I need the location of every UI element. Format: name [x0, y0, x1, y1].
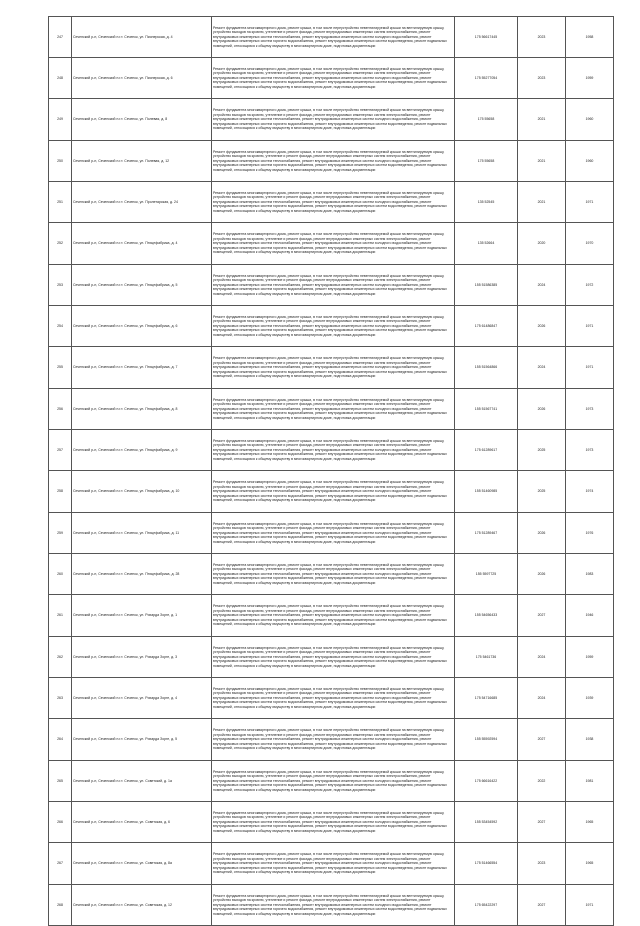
- work-description-cell: Ремонт фундамента многоквартирного дома, ремонт крыши, в том числе переустройство невентилируемой крыши на вентилируемую крышу, устройство выходов на кровлю, утепление и ремонт фасада, ремонт внутридомовых инженерных систем электроснабжения, ремонт внутридомовых инженерных систем теплоснабжения, ремонт внутридомовых инженерных систем холодного водоснабжения, ремонт внутридомовых инженерных систем горячего водоснабжения, ремонт внутридомовых инженерных систем водоотведения, ремонт подвальных помещений, относящихся к общему имуществу в многоквартирном доме, подготовка документации: [212, 389, 455, 430]
- address-cell: Сеченский р-н, Сеченский п.г.т. Сеченск, ул. Советская, д. 8а: [72, 843, 212, 885]
- repair-year-cell: 2027: [518, 885, 566, 926]
- table-row: [49, 306, 614, 347]
- cadastral-number-cell: 175 51466554: [455, 843, 518, 885]
- repair-year-cell: 2026: [518, 306, 566, 347]
- work-description-cell: Ремонт фундамента многоквартирного дома, ремонт крыши, в том числе переустройство невентилируемой крыши на вентилируемую крышу, устройство выходов на кровлю, утепление и ремонт фасада, ремонт внутридомовых инженерных систем электроснабжения, ремонт внутридомовых инженерных систем теплоснабжения, ремонт внутридомовых инженерных систем холодного водоснабжения, ремонт внутридомовых инженерных систем горячего водоснабжения, ремонт внутридомовых инженерных систем водоотведения, ремонт подвальных помещений, относящихся к общему имуществу в многоквартирном доме, подготовка документации: [212, 182, 455, 223]
- table-body: [49, 17, 614, 926]
- repair-year-cell: 2024: [518, 637, 566, 678]
- build-year-cell: 1965: [566, 802, 614, 843]
- work-description-cell: Ремонт фундамента многоквартирного дома, ремонт крыши, в том числе переустройство невентилируемой крыши на вентилируемую крышу, устройство выходов на кровлю, утепление и ремонт фасада, ремонт внутридомовых инженерных систем электроснабжения, ремонт внутридомовых инженерных систем теплоснабжения, ремонт внутридомовых инженерных систем холодного водоснабжения, ремонт внутридомовых инженерных систем горячего водоснабжения, ремонт внутридомовых инженерных систем водоотведения, ремонт подвальных помещений, относящихся к общему имуществу в многоквартирном доме, подготовка документации: [212, 265, 455, 306]
- build-year-cell: 1973: [566, 430, 614, 471]
- work-description-cell: Ремонт фундамента многоквартирного дома, ремонт крыши, в том числе переустройство невентилируемой крыши на вентилируемую крышу, устройство выходов на кровлю, утепление и ремонт фасада, ремонт внутридомовых инженерных систем электроснабжения, ремонт внутридомовых инженерных систем теплоснабжения, ремонт внутридомовых инженерных систем холодного водоснабжения, ремонт внутридомовых инженерных систем горячего водоснабжения, ремонт внутридомовых инженерных систем водоотведения, ремонт подвальных помещений, относящихся к общему имуществу в многоквартирном доме, подготовка документации: [212, 885, 455, 926]
- build-year-cell: 1981: [566, 761, 614, 802]
- build-year-cell: 1960: [566, 99, 614, 141]
- repair-year-cell: 2021: [518, 99, 566, 141]
- cadastral-number-cell: 175 55658: [455, 99, 518, 141]
- build-year-cell: 1959: [566, 637, 614, 678]
- build-year-cell: 1971: [566, 182, 614, 223]
- address-cell: Сеченский р-н, Сеченский п.г.т. Сеченск, ул. Птицефабрика, д. 9: [72, 430, 212, 471]
- repair-year-cell: 2020: [518, 223, 566, 265]
- row-number-cell: 253: [49, 265, 72, 306]
- build-year-cell: 1983: [566, 554, 614, 595]
- build-year-cell: 1958: [566, 17, 614, 58]
- row-number-cell: 265: [49, 761, 72, 802]
- build-year-cell: 1939: [566, 678, 614, 719]
- address-cell: Сеченский р-н, Сеченский п.г.т. Сеченск, ул. Рихарда Зорге, д. 5: [72, 719, 212, 761]
- row-number-cell: 249: [49, 99, 72, 141]
- repair-year-cell: 2026: [518, 554, 566, 595]
- cadastral-number-cell: 155 51564866: [455, 347, 518, 389]
- table-row: [49, 430, 614, 471]
- work-description-cell: Ремонт фундамента многоквартирного дома, ремонт крыши, в том числе переустройство невентилируемой крыши на вентилируемую крышу, устройство выходов на кровлю, утепление и ремонт фасада, ремонт внутридомовых инженерных систем электроснабжения, ремонт внутридомовых инженерных систем теплоснабжения, ремонт внутридомовых инженерных систем холодного водоснабжения, ремонт внутридомовых инженерных систем горячего водоснабжения, ремонт внутридомовых инженерных систем водоотведения, ремонт подвальных помещений, относящихся к общему имуществу в многоквартирном доме, подготовка документации: [212, 595, 455, 637]
- table-row: [49, 719, 614, 761]
- work-description-cell: Ремонт фундамента многоквартирного дома, ремонт крыши, в том числе переустройство невентилируемой крыши на вентилируемую крышу, устройство выходов на кровлю, утепление и ремонт фасада, ремонт внутридомовых инженерных систем электроснабжения, ремонт внутридомовых инженерных систем теплоснабжения, ремонт внутридомовых инженерных систем холодного водоснабжения, ремонт внутридомовых инженерных систем горячего водоснабжения, ремонт внутридомовых инженерных систем водоотведения, ремонт подвальных помещений, относящихся к общему имуществу в многоквартирном доме, подготовка документации: [212, 719, 455, 761]
- table-row: [49, 678, 614, 719]
- address-cell: Сеченский р-н, Сеченский п.г.т. Сеченск, ул. Рихарда Зорге, д. 4: [72, 678, 212, 719]
- cadastral-number-cell: 175 65422297: [455, 885, 518, 926]
- table-row: [49, 182, 614, 223]
- row-number-cell: 264: [49, 719, 72, 761]
- build-year-cell: 1965: [566, 843, 614, 885]
- build-year-cell: 1938: [566, 719, 614, 761]
- address-cell: Сеченский р-н, Сеченский п.г.т. Сеченск, ул. Птицефабрика, д. 6: [72, 306, 212, 347]
- build-year-cell: 1976: [566, 513, 614, 554]
- table-row: [49, 885, 614, 926]
- table-row: [49, 843, 614, 885]
- row-number-cell: 256: [49, 389, 72, 430]
- cadastral-number-cell: 155 51567741: [455, 389, 518, 430]
- repair-year-cell: 2021: [518, 182, 566, 223]
- address-cell: Сеченский р-н, Сеченский п.г.т. Сеченск, ул. Птицефабрика, д. 5: [72, 265, 212, 306]
- register-table: [48, 16, 614, 926]
- repair-year-cell: 2027: [518, 595, 566, 637]
- cadastral-number-cell: 175 5461736: [455, 637, 518, 678]
- row-number-cell: 263: [49, 678, 72, 719]
- build-year-cell: 1971: [566, 347, 614, 389]
- repair-year-cell: 2023: [518, 843, 566, 885]
- work-description-cell: Ремонт фундамента многоквартирного дома, ремонт крыши, в том числе переустройство невентилируемой крыши на вентилируемую крышу, устройство выходов на кровлю, утепление и ремонт фасада, ремонт внутридомовых инженерных систем электроснабжения, ремонт внутридомовых инженерных систем теплоснабжения, ремонт внутридомовых инженерных систем холодного водоснабжения, ремонт внутридомовых инженерных систем горячего водоснабжения, ремонт внутридомовых инженерных систем водоотведения, ремонт подвальных помещений, относящихся к общему имуществу в многоквартирном доме, подготовка документации: [212, 347, 455, 389]
- work-description-cell: Ремонт фундамента многоквартирного дома, ремонт крыши, в том числе переустройство невентилируемой крыши на вентилируемую крышу, устройство выходов на кровлю, утепление и ремонт фасада, ремонт внутридомовых инженерных систем электроснабжения, ремонт внутридомовых инженерных систем теплоснабжения, ремонт внутридомовых инженерных систем холодного водоснабжения, ремонт внутридомовых инженерных систем горячего водоснабжения, ремонт внутридомовых инженерных систем водоотведения, ремонт подвальных помещений, относящихся к общему имуществу в многоквартирном доме, подготовка документации: [212, 471, 455, 513]
- address-cell: Сеченский р-н, Сеченский п.г.т. Сеченск, ул. Пионерская, д. 6: [72, 58, 212, 99]
- cadastral-number-cell: 175 61486847: [455, 306, 518, 347]
- row-number-cell: 254: [49, 306, 72, 347]
- address-cell: Сеченский р-н, Сеченский п.г.т. Сеченск, ул. Птицефабрика, д. 8: [72, 389, 212, 430]
- table-row: [49, 471, 614, 513]
- build-year-cell: 1973: [566, 389, 614, 430]
- cadastral-number-cell: 175 51289467: [455, 513, 518, 554]
- work-description-cell: Ремонт фундамента многоквартирного дома, ремонт крыши, в том числе переустройство невентилируемой крыши на вентилируемую крышу, устройство выходов на кровлю, утепление и ремонт фасада, ремонт внутридомовых инженерных систем электроснабжения, ремонт внутридомовых инженерных систем теплоснабжения, ремонт внутридомовых инженерных систем холодного водоснабжения, ремонт внутридомовых инженерных систем горячего водоснабжения, ремонт внутридомовых инженерных систем водоотведения, ремонт подвальных помещений, относящихся к общему имуществу в многоквартирном доме, подготовка документации: [212, 58, 455, 99]
- work-description-cell: Ремонт фундамента многоквартирного дома, ремонт крыши, в том числе переустройство невентилируемой крыши на вентилируемую крышу, устройство выходов на кровлю, утепление и ремонт фасада, ремонт внутридомовых инженерных систем электроснабжения, ремонт внутридомовых инженерных систем теплоснабжения, ремонт внутридомовых инженерных систем холодного водоснабжения, ремонт внутридомовых инженерных систем горячего водоснабжения, ремонт внутридомовых инженерных систем водоотведения, ремонт подвальных помещений, относящихся к общему имуществу в многоквартирном доме, подготовка документации: [212, 99, 455, 141]
- address-cell: Сеченский р-н, Сеченский п.г.т. Сеченск, ул. Пролетарская, д. 24: [72, 182, 212, 223]
- table-row: [49, 58, 614, 99]
- build-year-cell: 1970: [566, 223, 614, 265]
- repair-year-cell: 2026: [518, 389, 566, 430]
- table-row: [49, 17, 614, 58]
- row-number-cell: 250: [49, 141, 72, 182]
- address-cell: Сеченский р-н, Сеченский п.г.т. Сеченск, ул. Рихарда Зорге, д. 1: [72, 595, 212, 637]
- address-cell: Сеченский р-н, Сеченский п.г.т. Сеченск, ул. Полевая, д. 12: [72, 141, 212, 182]
- repair-year-cell: 2023: [518, 17, 566, 58]
- row-number-cell: 268: [49, 885, 72, 926]
- work-description-cell: Ремонт фундамента многоквартирного дома, ремонт крыши, в том числе переустройство невентилируемой крыши на вентилируемую крышу, устройство выходов на кровлю, утепление и ремонт фасада, ремонт внутридомовых инженерных систем электроснабжения, ремонт внутридомовых инженерных систем теплоснабжения, ремонт внутридомовых инженерных систем холодного водоснабжения, ремонт внутридомовых инженерных систем горячего водоснабжения, ремонт внутридомовых инженерных систем водоотведения, ремонт подвальных помещений, относящихся к общему имуществу в многоквартирном доме, подготовка документации: [212, 513, 455, 554]
- cadastral-number-cell: 155 51586385: [455, 265, 518, 306]
- build-year-cell: 1960: [566, 141, 614, 182]
- table-row: [49, 99, 614, 141]
- table-row: [49, 595, 614, 637]
- build-year-cell: 1946: [566, 595, 614, 637]
- cadastral-number-cell: 175 66616422: [455, 761, 518, 802]
- repair-year-cell: 2024: [518, 347, 566, 389]
- address-cell: Сеченский р-н, Сеченский п.г.т. Сеченск, ул. Птицефабрика, д. 28: [72, 554, 212, 595]
- cadastral-number-cell: 135 52664: [455, 223, 518, 265]
- table-row: [49, 265, 614, 306]
- build-year-cell: 1959: [566, 58, 614, 99]
- repair-year-cell: 2027: [518, 719, 566, 761]
- row-number-cell: 259: [49, 513, 72, 554]
- table-row: [49, 761, 614, 802]
- row-number-cell: 262: [49, 637, 72, 678]
- work-description-cell: Ремонт фундамента многоквартирного дома, ремонт крыши, в том числе переустройство невентилируемой крыши на вентилируемую крышу, устройство выходов на кровлю, утепление и ремонт фасада, ремонт внутридомовых инженерных систем электроснабжения, ремонт внутридомовых инженерных систем теплоснабжения, ремонт внутридомовых инженерных систем холодного водоснабжения, ремонт внутридомовых инженерных систем горячего водоснабжения, ремонт внутридомовых инженерных систем водоотведения, ремонт подвальных помещений, относящихся к общему имуществу в многоквартирном доме, подготовка документации: [212, 554, 455, 595]
- row-number-cell: 266: [49, 802, 72, 843]
- address-cell: Сеченский р-н, Сеченский п.г.т. Сеченск, ул. Полевая, д. 8: [72, 99, 212, 141]
- repair-year-cell: 2024: [518, 678, 566, 719]
- table-row: [49, 802, 614, 843]
- cadastral-number-cell: 175 54716685: [455, 678, 518, 719]
- build-year-cell: 1971: [566, 306, 614, 347]
- row-number-cell: 251: [49, 182, 72, 223]
- repair-year-cell: 2025: [518, 430, 566, 471]
- cadastral-number-cell: 135 52545: [455, 182, 518, 223]
- work-description-cell: Ремонт фундамента многоквартирного дома, ремонт крыши, в том числе переустройство невентилируемой крыши на вентилируемую крышу, устройство выходов на кровлю, утепление и ремонт фасада, ремонт внутридомовых инженерных систем электроснабжения, ремонт внутридомовых инженерных систем теплоснабжения, ремонт внутридомовых инженерных систем холодного водоснабжения, ремонт внутридомовых инженерных систем горячего водоснабжения, ремонт внутридомовых инженерных систем водоотведения, ремонт подвальных помещений, относящихся к общему имуществу в многоквартирном доме, подготовка документации: [212, 223, 455, 265]
- repair-year-cell: 2022: [518, 761, 566, 802]
- row-number-cell: 261: [49, 595, 72, 637]
- repair-year-cell: 2026: [518, 513, 566, 554]
- cadastral-number-cell: 155 5597725: [455, 554, 518, 595]
- table-row: [49, 223, 614, 265]
- table-row: [49, 513, 614, 554]
- work-description-cell: Ремонт фундамента многоквартирного дома, ремонт крыши, в том числе переустройство невентилируемой крыши на вентилируемую крышу, устройство выходов на кровлю, утепление и ремонт фасада, ремонт внутридомовых инженерных систем электроснабжения, ремонт внутридомовых инженерных систем теплоснабжения, ремонт внутридомовых инженерных систем холодного водоснабжения, ремонт внутридомовых инженерных систем горячего водоснабжения, ремонт внутридомовых инженерных систем водоотведения, ремонт подвальных помещений, относящихся к общему имуществу в многоквартирном доме, подготовка документации: [212, 637, 455, 678]
- cadastral-number-cell: 175 61289617: [455, 430, 518, 471]
- table-row: [49, 637, 614, 678]
- cadastral-number-cell: 155 54656433: [455, 595, 518, 637]
- table-row: [49, 347, 614, 389]
- address-cell: Сеченский р-н, Сеченский п.г.т. Сеченск, ул. Рихарда Зорге, д. 3: [72, 637, 212, 678]
- work-description-cell: Ремонт фундамента многоквартирного дома, ремонт крыши, в том числе переустройство невентилируемой крыши на вентилируемую крышу, устройство выходов на кровлю, утепление и ремонт фасада, ремонт внутридомовых инженерных систем электроснабжения, ремонт внутридомовых инженерных систем теплоснабжения, ремонт внутридомовых инженерных систем холодного водоснабжения, ремонт внутридомовых инженерных систем горячего водоснабжения, ремонт внутридомовых инженерных систем водоотведения, ремонт подвальных помещений, относящихся к общему имуществу в многоквартирном доме, подготовка документации: [212, 678, 455, 719]
- repair-year-cell: 2021: [518, 141, 566, 182]
- row-number-cell: 267: [49, 843, 72, 885]
- table-row: [49, 554, 614, 595]
- work-description-cell: Ремонт фундамента многоквартирного дома, ремонт крыши, в том числе переустройство невентилируемой крыши на вентилируемую крышу, устройство выходов на кровлю, утепление и ремонт фасада, ремонт внутридомовых инженерных систем электроснабжения, ремонт внутридомовых инженерных систем теплоснабжения, ремонт внутридомовых инженерных систем холодного водоснабжения, ремонт внутридомовых инженерных систем горячего водоснабжения, ремонт внутридомовых инженерных систем водоотведения, ремонт подвальных помещений, относящихся к общему имуществу в многоквартирном доме, подготовка документации: [212, 306, 455, 347]
- repair-year-cell: 2027: [518, 802, 566, 843]
- address-cell: Сеченский р-н, Сеченский п.г.т. Сеченск, ул. Советский, д. 1а: [72, 761, 212, 802]
- address-cell: Сеченский р-н, Сеченский п.г.т. Сеченск, ул. Советская, д. 6: [72, 802, 212, 843]
- cadastral-number-cell: 155 53454592: [455, 802, 518, 843]
- address-cell: Сеченский р-н, Сеченский п.г.т. Сеченск, ул. Птицефабрика, д. 4: [72, 223, 212, 265]
- work-description-cell: Ремонт фундамента многоквартирного дома, ремонт крыши, в том числе переустройство невентилируемой крыши на вентилируемую крышу, устройство выходов на кровлю, утепление и ремонт фасада, ремонт внутридомовых инженерных систем электроснабжения, ремонт внутридомовых инженерных систем теплоснабжения, ремонт внутридомовых инженерных систем холодного водоснабжения, ремонт внутридомовых инженерных систем горячего водоснабжения, ремонт внутридомовых инженерных систем водоотведения, ремонт подвальных помещений, относящихся к общему имуществу в многоквартирном доме, подготовка документации: [212, 141, 455, 182]
- build-year-cell: 1972: [566, 265, 614, 306]
- build-year-cell: 1974: [566, 471, 614, 513]
- address-cell: Сеченский р-н, Сеченский п.г.т. Сеченск, ул. Птицефабрика, д. 10: [72, 471, 212, 513]
- row-number-cell: 260: [49, 554, 72, 595]
- cadastral-number-cell: 155 55592594: [455, 719, 518, 761]
- row-number-cell: 252: [49, 223, 72, 265]
- table-row: [49, 141, 614, 182]
- work-description-cell: Ремонт фундамента многоквартирного дома, ремонт крыши, в том числе переустройство невентилируемой крыши на вентилируемую крышу, устройство выходов на кровлю, утепление и ремонт фасада, ремонт внутридомовых инженерных систем электроснабжения, ремонт внутридомовых инженерных систем теплоснабжения, ремонт внутридомовых инженерных систем холодного водоснабжения, ремонт внутридомовых инженерных систем горячего водоснабжения, ремонт внутридомовых инженерных систем водоотведения, ремонт подвальных помещений, относящихся к общему имуществу в многоквартирном доме, подготовка документации: [212, 430, 455, 471]
- cadastral-number-cell: 175 56617445: [455, 17, 518, 58]
- work-description-cell: Ремонт фундамента многоквартирного дома, ремонт крыши, в том числе переустройство невентилируемой крыши на вентилируемую крышу, устройство выходов на кровлю, утепление и ремонт фасада, ремонт внутридомовых инженерных систем электроснабжения, ремонт внутридомовых инженерных систем теплоснабжения, ремонт внутридомовых инженерных систем холодного водоснабжения, ремонт внутридомовых инженерных систем горячего водоснабжения, ремонт внутридомовых инженерных систем водоотведения, ремонт подвальных помещений, относящихся к общему имуществу в многоквартирном доме, подготовка документации: [212, 802, 455, 843]
- row-number-cell: 255: [49, 347, 72, 389]
- work-description-cell: Ремонт фундамента многоквартирного дома, ремонт крыши, в том числе переустройство невентилируемой крыши на вентилируемую крышу, устройство выходов на кровлю, утепление и ремонт фасада, ремонт внутридомовых инженерных систем электроснабжения, ремонт внутридомовых инженерных систем теплоснабжения, ремонт внутридомовых инженерных систем холодного водоснабжения, ремонт внутридомовых инженерных систем горячего водоснабжения, ремонт внутридомовых инженерных систем водоотведения, ремонт подвальных помещений, относящихся к общему имуществу в многоквартирном доме, подготовка документации: [212, 17, 455, 58]
- row-number-cell: 248: [49, 58, 72, 99]
- repair-year-cell: 2024: [518, 265, 566, 306]
- row-number-cell: 258: [49, 471, 72, 513]
- repair-year-cell: 2023: [518, 58, 566, 99]
- cadastral-number-cell: 155 51460985: [455, 471, 518, 513]
- address-cell: Сеченский р-н, Сеченский п.г.т. Сеченск, ул. Советская, д. 12: [72, 885, 212, 926]
- cadastral-number-cell: 175 55658: [455, 141, 518, 182]
- repair-year-cell: 2025: [518, 471, 566, 513]
- row-number-cell: 247: [49, 17, 72, 58]
- cadastral-number-cell: 175 55277054: [455, 58, 518, 99]
- address-cell: Сеченский р-н, Сеченский п.г.т. Сеченск, ул. Пионерская, д. 4: [72, 17, 212, 58]
- work-description-cell: Ремонт фундамента многоквартирного дома, ремонт крыши, в том числе переустройство невентилируемой крыши на вентилируемую крышу, устройство выходов на кровлю, утепление и ремонт фасада, ремонт внутридомовых инженерных систем электроснабжения, ремонт внутридомовых инженерных систем теплоснабжения, ремонт внутридомовых инженерных систем холодного водоснабжения, ремонт внутридомовых инженерных систем горячего водоснабжения, ремонт внутридомовых инженерных систем водоотведения, ремонт подвальных помещений, относящихся к общему имуществу в многоквартирном доме, подготовка документации: [212, 843, 455, 885]
- table-row: [49, 389, 614, 430]
- row-number-cell: 257: [49, 430, 72, 471]
- work-description-cell: Ремонт фундамента многоквартирного дома, ремонт крыши, в том числе переустройство невентилируемой крыши на вентилируемую крышу, устройство выходов на кровлю, утепление и ремонт фасада, ремонт внутридомовых инженерных систем электроснабжения, ремонт внутридомовых инженерных систем теплоснабжения, ремонт внутридомовых инженерных систем холодного водоснабжения, ремонт внутридомовых инженерных систем горячего водоснабжения, ремонт внутридомовых инженерных систем водоотведения, ремонт подвальных помещений, относящихся к общему имуществу в многоквартирном доме, подготовка документации: [212, 761, 455, 802]
- build-year-cell: 1971: [566, 885, 614, 926]
- address-cell: Сеченский р-н, Сеченский п.г.т. Сеченск, ул. Птицефабрика, д. 7: [72, 347, 212, 389]
- address-cell: Сеченский р-н, Сеченский п.г.т. Сеченск, ул. Птицефабрика, д. 11: [72, 513, 212, 554]
